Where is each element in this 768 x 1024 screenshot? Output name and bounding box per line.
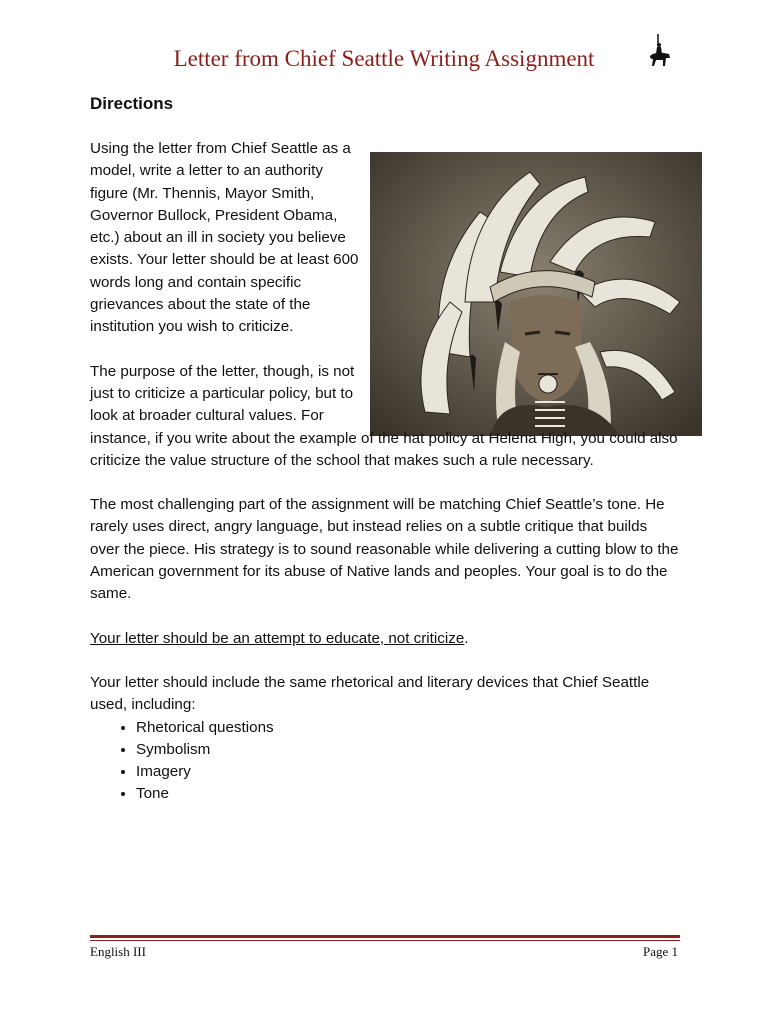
paragraph-tone: The most challenging part of the assignment will be matching Chief Seattle’s tone. He rarely uses direct, angry language, but instead relies on a subtle critique that builds over the piece. His strategy is to sound reasonable while delivering a cutting blow to the American government for its abuse of Native lands and peoples. Your goal is to do the same. — [90, 496, 679, 603]
list-item: • Symbolism — [136, 739, 680, 761]
directions-heading: Directions — [90, 94, 174, 113]
paragraph-purpose-text: The purpose of the letter, though, is not just to criticize a particular policy, but to look at broader cultural values. For instance, if you write about the example of the hat policy at Helena High, you could also criticize the value structure of the school that makes such a rule necessary. — [90, 362, 678, 469]
paragraph-emphasis — [90, 628, 680, 650]
paragraph-purpose — [90, 361, 680, 472]
assignment-body — [90, 138, 680, 806]
document-title: Letter from Chief Seattle Writing Assignment — [173, 46, 595, 71]
devices-list — [90, 717, 680, 806]
list-item: • Imagery — [136, 761, 680, 783]
paragraph-instructions: Using the letter from Chief Seattle as a model, write a letter to an authority figure (Mr. Thennis, Mayor Smith, Governor Bullock, President Obama, etc.) about an ill in society you believe exists. Your letter should be at least 600 words long and contain specific grievances about the state of the institution you wish to criticize. — [90, 140, 359, 336]
list-item: • Tone — [136, 783, 680, 805]
emphasis-underlined: Your letter should be an attempt to educate, not criticize — [90, 629, 465, 647]
photo-wrap-spacer — [360, 361, 680, 427]
footer-rule — [90, 935, 680, 938]
paragraph-devices-intro: Your letter should include the same rhetorical and literary devices that Chief Seattle used, including: — [90, 673, 650, 714]
footer-page-number: Page 1 — [642, 944, 678, 959]
footer-rule-thin — [90, 940, 680, 941]
list-item: • Rhetorical questions — [136, 717, 680, 739]
emphasis-period: . — [464, 629, 469, 647]
footer-course: English III — [90, 944, 146, 959]
horse-rider-icon — [644, 32, 674, 72]
